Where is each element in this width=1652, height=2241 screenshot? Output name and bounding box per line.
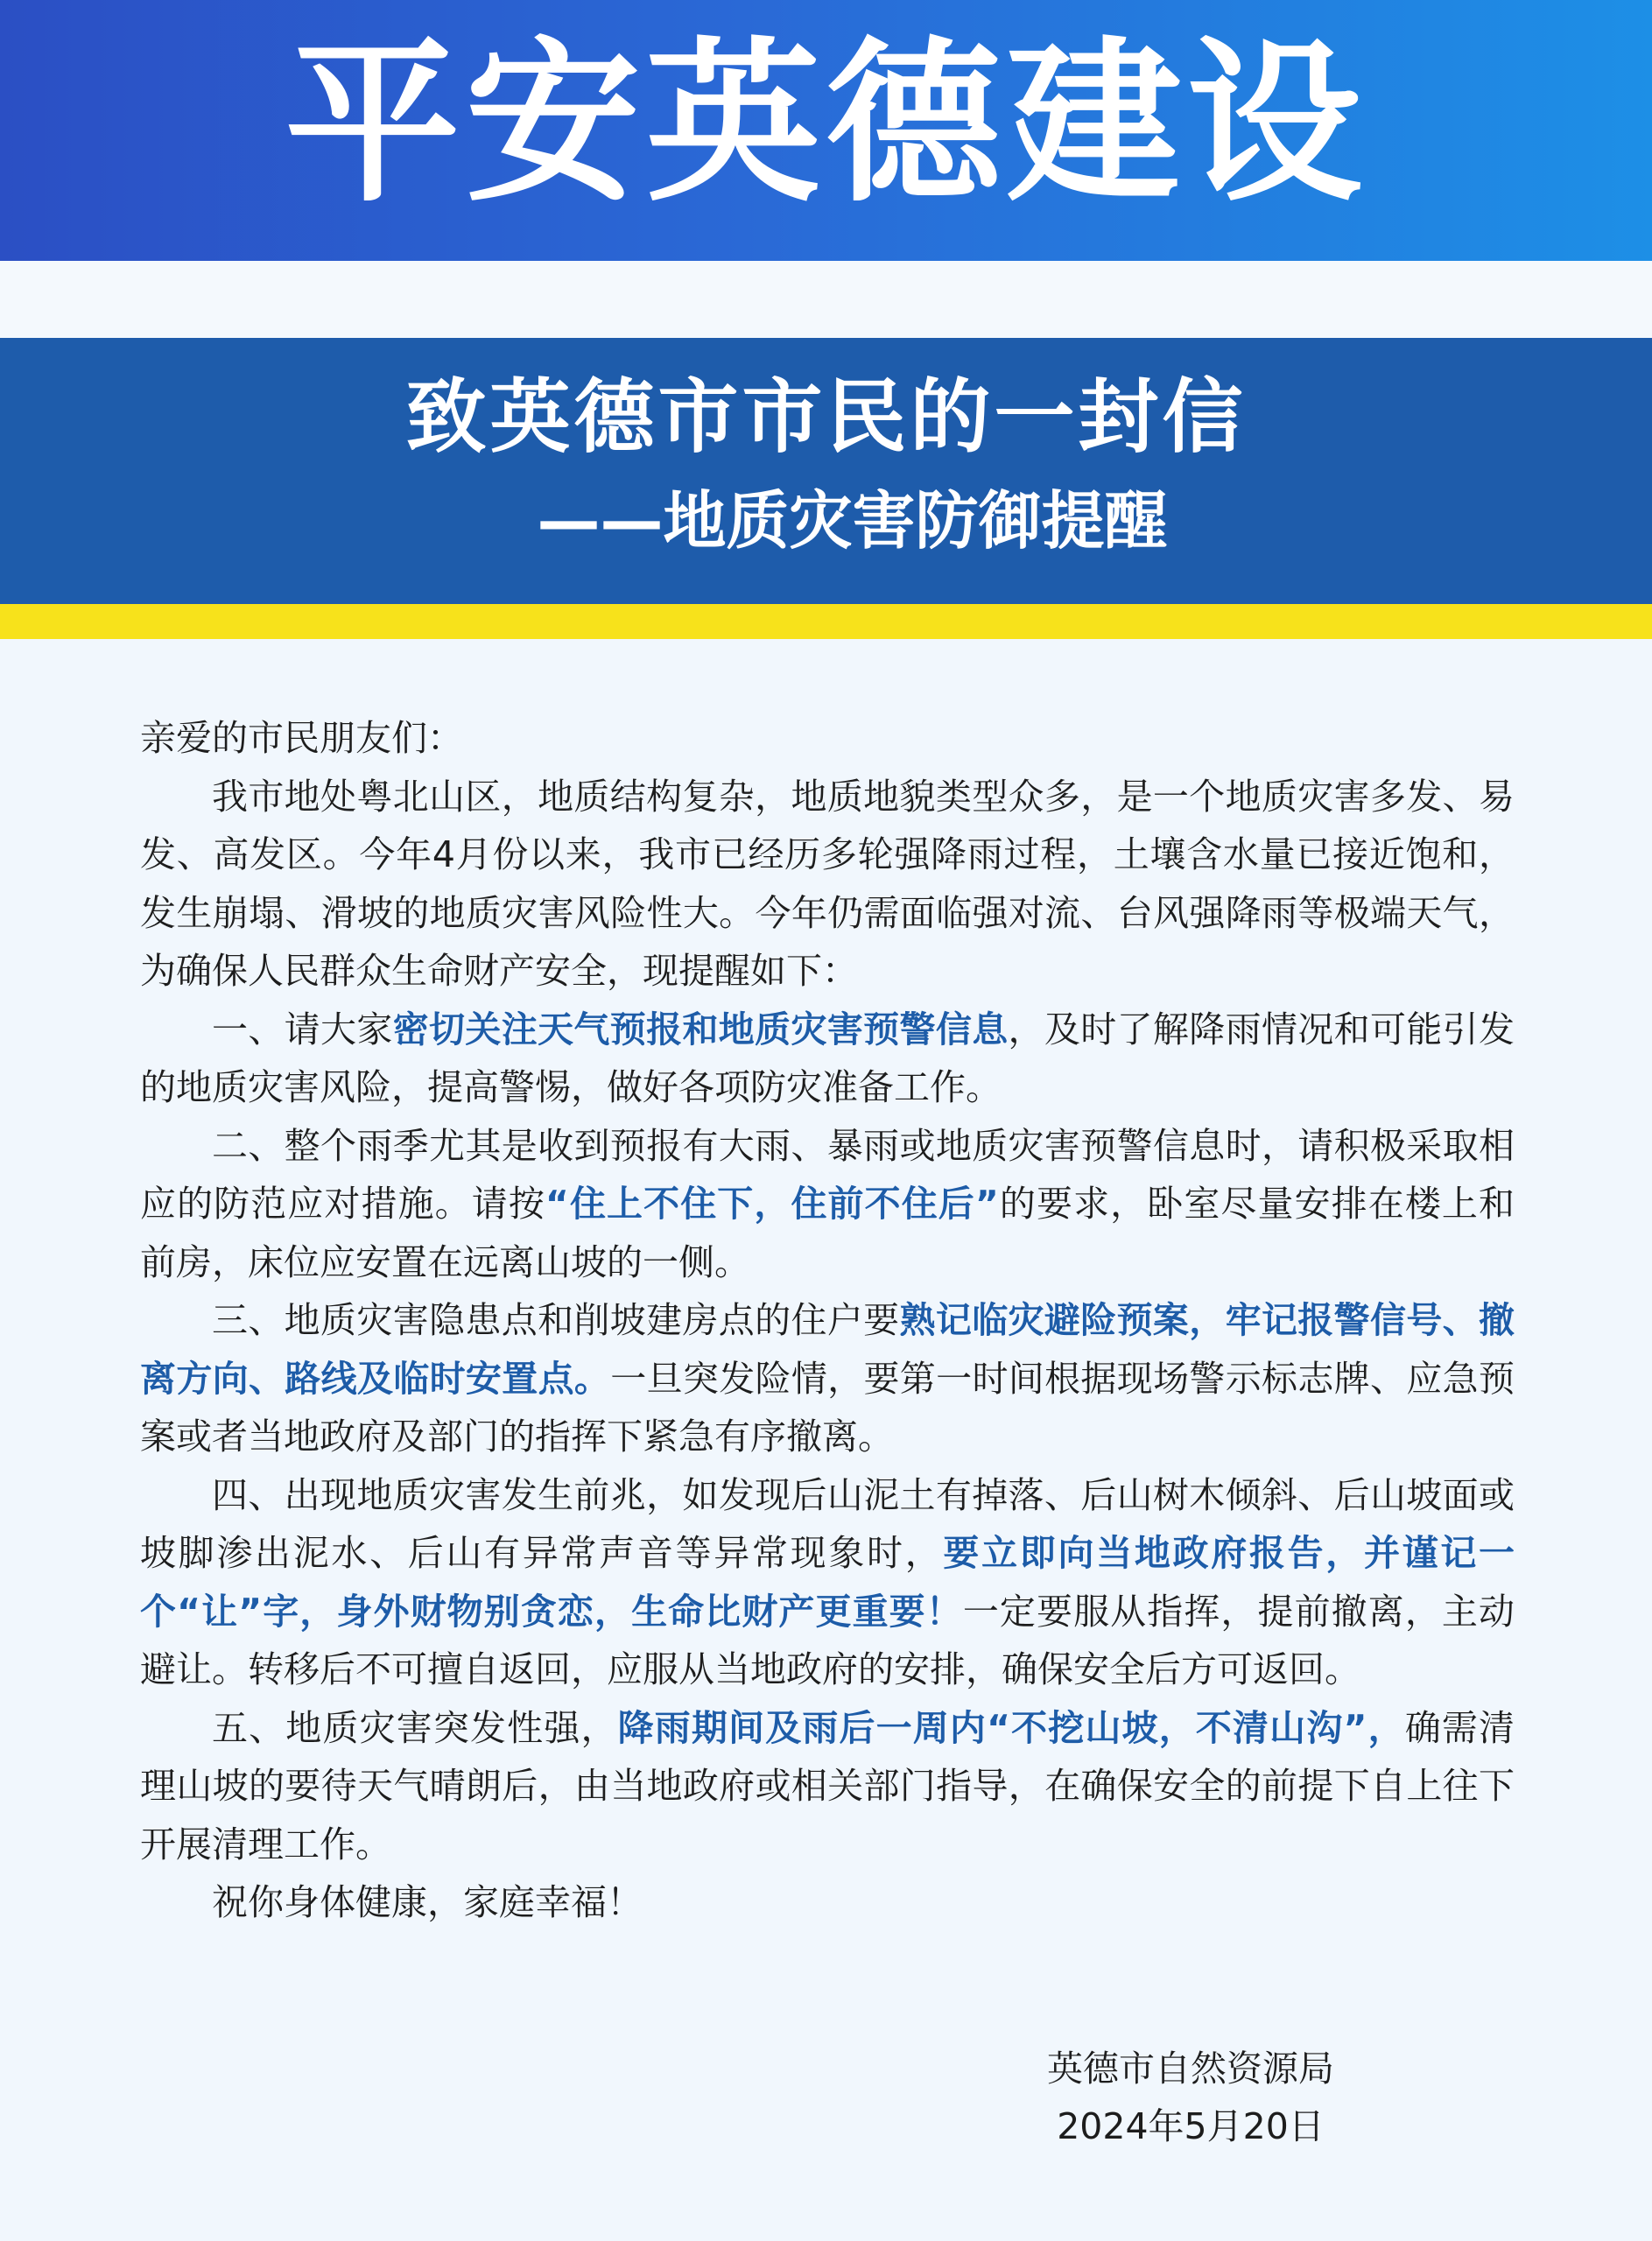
- letter-body: [140, 709, 1515, 1932]
- item-4-text-rest: 一定要服从指挥，提前撤离，主动避让。转移后不可擅自返回，应服从当地政府的安排，确保安全后方可返回。: [140, 1590, 1515, 1690]
- signature-block: [1007, 2040, 1374, 2155]
- item-5-paragraph: [140, 1699, 1515, 1874]
- banner-divider-strip: [0, 261, 1652, 338]
- item-5-highlight: 降雨期间及雨后一周内“不挖山坡，不清山沟”，: [617, 1706, 1405, 1749]
- signature-date: 2024年5月20日: [1057, 2105, 1325, 2147]
- top-banner: [0, 0, 1652, 261]
- item-5-text-rest: 确需清理山坡的要待天气晴朗后，由当地政府或相关部门指导，在确保安全的前提下自上往下开展清理工作。: [140, 1706, 1515, 1865]
- item-2-text: 二、整个雨季尤其是收到预报有大雨、暴雨或地质灾害预警信息时，请积极采取相应的防范应对措施。请按: [140, 1124, 1515, 1225]
- closing-line: 祝你身体健康，家庭幸福！: [212, 1881, 643, 1923]
- item-1-text: 一、请大家: [212, 1008, 393, 1050]
- yellow-accent-bar: [0, 604, 1652, 639]
- intro-paragraph: 我市地处粤北山区，地质结构复杂，地质地貌类型众多，是一个地质灾害多发、易发、高发区。今年4月份以来，我市已经历多轮强降雨过程，土壤含水量已接近饱和，发生崩塌、滑坡的地质灾害风险性大。今年仍需面临强对流、台风强降雨等极端天气，为确保人民群众生命财产安全，现提醒如下：: [140, 775, 1515, 992]
- item-1-paragraph: [140, 1001, 1515, 1117]
- letter-subtitle: ——地质灾害防御提醒: [537, 484, 1168, 558]
- banner-title: 平安英德建设: [285, 22, 1367, 226]
- signature-org: 英德市自然资源局: [1047, 2048, 1334, 2090]
- item-4-paragraph: [140, 1466, 1515, 1699]
- salutation: 亲爱的市民朋友们：: [140, 717, 463, 759]
- item-5-text: 五、地质灾害突发性强，: [212, 1706, 618, 1749]
- item-1-highlight: 密切关注天气预报和地质灾害预警信息: [392, 1008, 1009, 1050]
- item-4-text: 四、出现地质灾害发生前兆，如发现后山泥土有掉落、后山树木倾斜、后山坡面或坡脚渗出泥水、后山有异常声音等异常现象时，: [140, 1473, 1515, 1574]
- item-2-text-rest: 的要求，卧室尽量安排在楼上和前房，床位应安置在远离山坡的一侧。: [140, 1183, 1515, 1283]
- item-3-paragraph: [140, 1291, 1515, 1466]
- item-3-highlight: 熟记临灾避险预案，牢记报警信号、撤离方向、路线及临时安置点。: [140, 1299, 1515, 1400]
- item-1-text-rest: ，及时了解降雨情况和可能引发的地质灾害风险，提高警惕，做好各项防灾准备工作。: [140, 1008, 1515, 1108]
- item-3-text: 三、地质灾害隐患点和削坡建房点的住户要: [212, 1299, 900, 1341]
- letter-title: 致英德市市民的一封信: [405, 370, 1247, 464]
- item-3-text-rest: 一旦突发险情，要第一时间根据现场警示标志牌、应急预案或者当地政府及部门的指挥下紧急有序撤离。: [140, 1357, 1515, 1458]
- letter-header: [0, 338, 1652, 604]
- item-2-highlight: “住上不住下，住前不住后”: [545, 1183, 999, 1225]
- item-2-paragraph: [140, 1117, 1515, 1292]
- item-4-highlight: 要立即向当地政府报告，并谨记一个“让”字，身外财物别贪恋，生命比财产更重要！: [140, 1532, 1515, 1633]
